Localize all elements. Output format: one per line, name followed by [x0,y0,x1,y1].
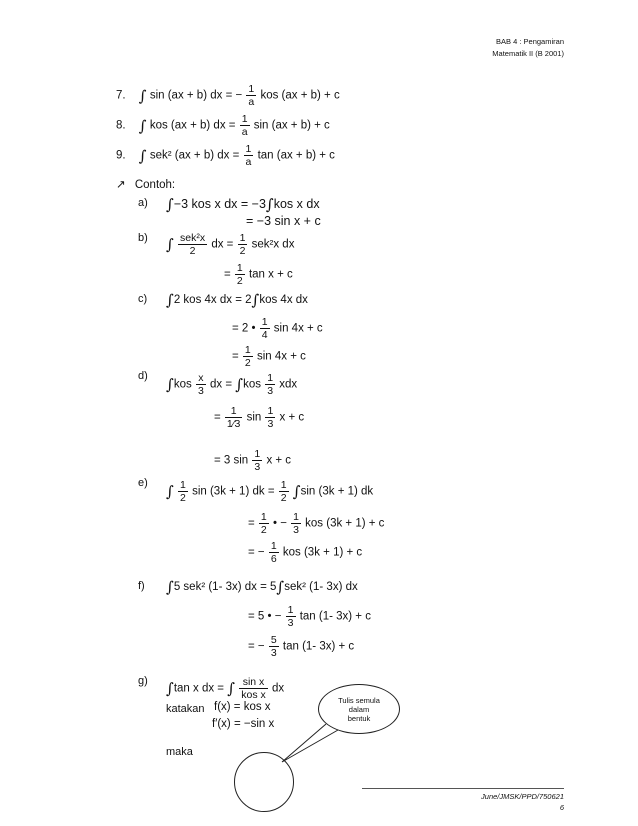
fpx-definition: f′(x) = −sin x [212,718,275,730]
fraction: $\frac{1}{a}$ [248,83,255,108]
integral-sign: ∫ [138,86,147,105]
page-number: 6 [559,803,564,812]
expr: = − [248,640,265,653]
fraction: $\frac{1}{2}$ [260,511,267,536]
fraction: $\frac{x}{3}$ [197,372,204,397]
integral-sign: ∫ [166,375,174,394]
document-code: June/JMSK/PPD/750621 [481,792,564,801]
fraction: $\frac{1}{4}$ [261,316,268,341]
example-b-label: b) [138,232,148,244]
expr: = [224,268,231,281]
expr: = − [248,546,265,559]
integral-sign: ∫ [166,235,174,254]
expr: sek²x dx [251,238,295,251]
expr: 5 sek² (1- 3x) dx = 5 [173,581,277,594]
expr: • − [272,517,287,530]
integral-sign: ∫ [166,482,174,501]
expr: sin (3k + 1) dk = [192,485,275,498]
formula-lhs: sek² (ax + b) dx = [149,149,240,162]
expr: kos 4x dx [259,294,308,307]
integral-sign: ∫ [166,291,174,309]
example-g-label: g) [138,675,148,687]
integral-sign: ∫ [251,291,260,309]
example-d-label: d) [138,370,148,382]
pointer-arrow-icon: ↗ [116,179,126,191]
formula-number: 9. [116,149,126,162]
integral-sign: ∫ [265,195,274,214]
expr: kos (3k + 1) + c [305,517,385,530]
expr: kos [243,378,261,391]
expr: −3 kos x dx = −3 [173,197,266,211]
fraction: $\frac{1}{1⁄3}$ [226,405,241,430]
fraction: $\frac{1}{a}$ [241,113,248,138]
expr: = 2 • [232,322,256,335]
formula-lhs: sin (ax + b) dx = − [149,89,243,102]
expr: 2 kos 4x dx = 2 [173,294,252,307]
example-c-label: c) [138,293,148,305]
fraction: $\frac{1}{3}$ [267,405,274,430]
expr: tan (1- 3x) + c [282,640,355,653]
fraction: $\frac{1}{2}$ [280,479,287,504]
expr: x + c [279,411,305,424]
expr: x + c [266,454,292,467]
chapter-title: BAB 4 : Pengamiran [496,37,564,46]
formula-rhs: sin (ax + b) + c [253,119,330,132]
example-a-label: a) [138,197,148,209]
fraction: $\frac{1}{3}$ [267,372,274,397]
example-a-line2: = −3 sin x + c [246,214,321,228]
expr: tan x dx = [173,682,225,695]
expr: = [232,350,239,363]
expr: kos x dx [273,197,320,211]
fraction: $\frac{\text{sin x}}{\text{kos x}}$ [241,676,266,701]
formula-lhs: kos (ax + b) dx = [149,119,236,132]
expr: dx = [211,238,234,251]
fraction: $\frac{1}{3}$ [293,511,299,536]
expr: tan x + c [248,268,293,281]
fraction: $\frac{1}{6}$ [270,540,277,565]
answer-circle [234,752,294,812]
fraction: $\frac{1}{3}$ [254,448,261,473]
examples-label: Contoh: [134,179,176,191]
integral-sign: ∫ [166,679,174,698]
integral-sign: ∫ [276,578,285,596]
example-f-label: f) [138,580,145,592]
fraction: $\frac{1}{2}$ [180,479,186,504]
fraction: $\frac{1}{2}$ [236,262,243,287]
expr: xdx [279,378,298,391]
example-e-label: e) [138,477,148,489]
fraction: $\frac{1}{a}$ [245,143,252,168]
callout-text: Tulis semula dalam bentuk [338,695,380,723]
fraction: $\frac{5}{3}$ [270,634,277,659]
katakan-label: katakan [166,703,205,715]
integral-sign: ∫ [166,195,174,214]
footer-rule [362,788,564,789]
expr: sin 4x + c [273,322,323,335]
expr: sin 4x + c [256,350,306,363]
fraction: $\frac{1}{2}$ [244,344,251,369]
expr: = [248,517,255,530]
integral-sign: ∫ [138,146,147,165]
formula-rhs: tan (ax + b) + c [257,149,335,162]
integral-sign: ∫ [292,482,301,501]
integral-sign: ∫ [166,578,174,596]
expr: = [214,411,221,424]
expr: tan (1- 3x) + c [299,610,371,623]
expr: = 5 • − [248,610,282,623]
maka-label: maka [166,746,193,758]
callout-bubble [318,684,400,734]
expr: kos [173,378,192,391]
expr: sin (3k + 1) dk [300,485,374,498]
expr: sek² (1- 3x) dx [284,581,358,594]
formula-number: 8. [116,119,126,132]
formula-rhs: kos (ax + b) + c [260,89,340,102]
expr: dx = [209,378,233,391]
course-title: Matematik II (B 2001) [492,49,564,58]
fx-definition: f(x) = kos x [214,701,271,713]
expr: sin [246,411,262,424]
expr: = 3 sin [214,454,249,467]
expr: dx [271,682,285,695]
fraction: $\frac{1}{2}$ [239,232,246,257]
fraction: $\frac{\text{sek²x}}{2}$ [180,232,206,257]
fraction: $\frac{1}{3}$ [287,604,294,629]
expr: kos (3k + 1) + c [282,546,363,559]
formula-number: 7. [116,89,126,102]
integral-sign: ∫ [235,375,244,394]
page-footer [481,791,564,813]
integral-sign: ∫ [227,679,236,698]
integral-sign: ∫ [138,116,147,135]
